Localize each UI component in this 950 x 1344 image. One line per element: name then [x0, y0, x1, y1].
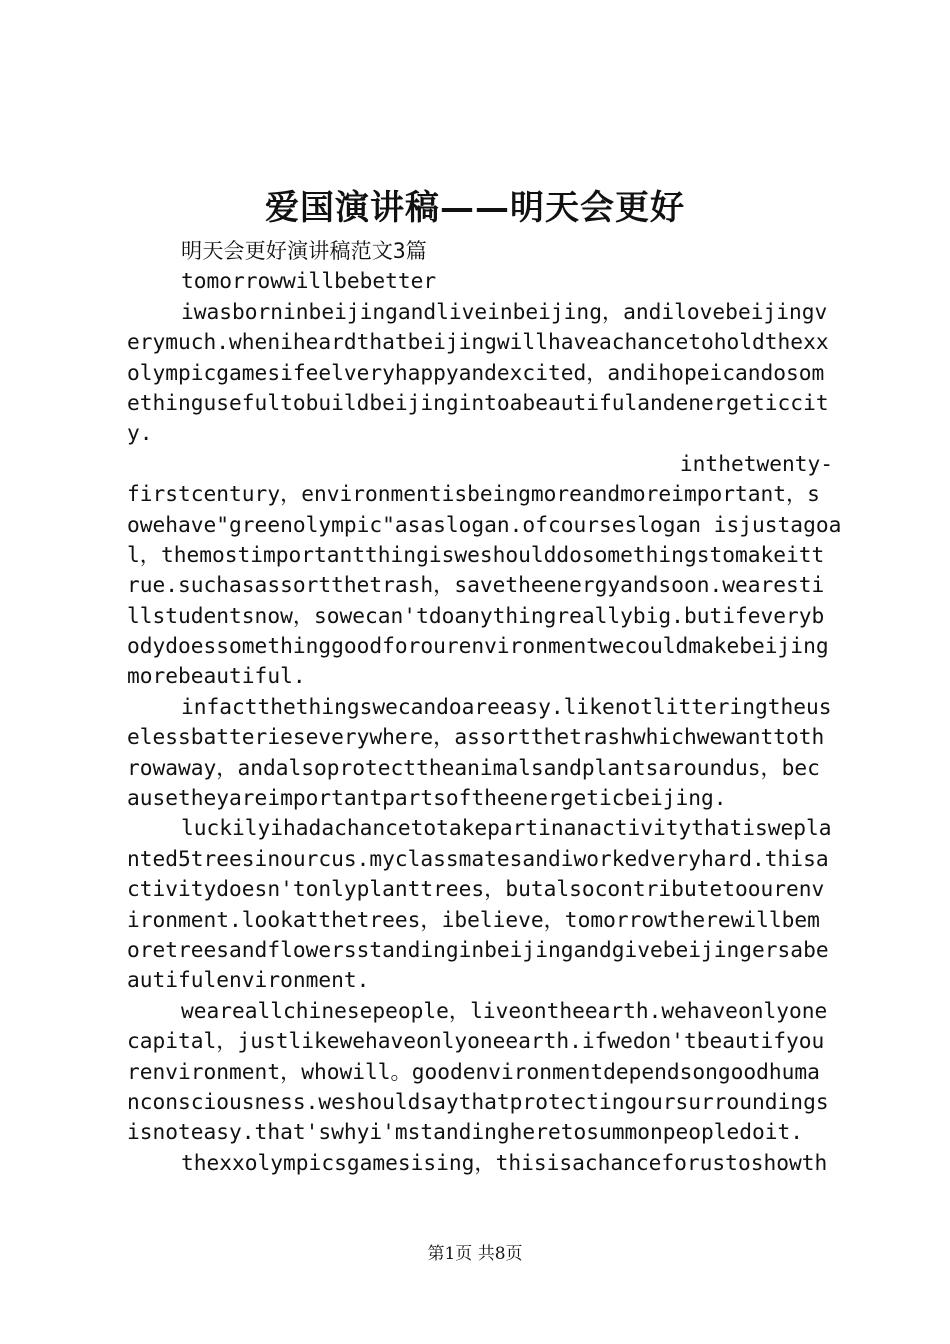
text-line: nted5treesinourcus.myclassmatesandiworkedveryhard.thisa — [127, 845, 829, 871]
document-title: 爱国演讲稿——明天会更好 — [265, 188, 685, 228]
subtitle-line: 明天会更好演讲稿范文3篇 — [181, 238, 427, 263]
text-line: rue.suchasassortthetrash，savetheenergyandsoon.wearesti — [127, 572, 825, 598]
text-line: odydoessomethinggoodforourenvironmentwecouldmakebeijing — [127, 633, 829, 659]
text-line: nconsciousness.weshouldsaythatprotectingoursurroundings — [127, 1088, 829, 1114]
text-line: oretreesandflowersstandinginbeijingandgivebeijingersabe — [127, 936, 829, 962]
text-line: elessbatterieseverywhere，assortthetrashwhichwewanttoth — [127, 724, 825, 750]
text-line: rowaway，andalsoprotecttheanimalsandplantsaroundus，bec — [127, 754, 820, 780]
text-line: inthetwenty- — [679, 450, 833, 476]
text-line: ausetheyareimportantpartsoftheenergeticbeijing. — [127, 785, 727, 811]
text-line: isnoteasy.that'swhyi'mstandingheretosummonpeopledoit. — [127, 1119, 804, 1145]
text-line: morebeautiful. — [127, 663, 306, 689]
text-line: y. — [127, 420, 153, 446]
text-line: capital，justlikewehaveonlyoneearth.ifwedon'tbeautifyou — [127, 1028, 825, 1054]
text-line: ironment.lookatthetrees，ibelieve，tomorrowtherewillbem — [127, 906, 820, 932]
text-line: infactthethingswecandoareeasy.likenotlitteringtheus — [181, 693, 832, 719]
text-line: weareallchinesepeople，liveontheearth.wehaveonlyone — [181, 997, 828, 1023]
text-line: thexxolympicsgamesising，thisisachanceforustoshowth — [181, 1149, 828, 1175]
document-body — [127, 236, 842, 1178]
text-line: luckilyihadachancetotakepartinanactivitythatisweplа — [181, 815, 832, 841]
text-line: ctivitydoesn'tonlyplanttrees，butalsocontributetoourenv — [127, 876, 825, 902]
text-line: erymuch.wheniheardthatbeijingwillhaveachancetoholdthexx — [127, 329, 829, 355]
text-line: llstudentsnow，sowecan'tdoanythingreallybig.butifeveryb — [127, 602, 825, 628]
text-line: firstcentury，environmentisbeingmoreandmoreimportant，s — [127, 481, 820, 507]
text-line: ethingusefultobuildbeijingintoabeautifulandenergeticcit — [127, 389, 829, 415]
text-line: l，themostimportantthingisweshoulddosomethingstomakeitt — [127, 541, 825, 567]
text-line: tomorrowwillbebetter — [181, 268, 437, 294]
page-footer: 第1页 共8页 — [427, 1244, 523, 1264]
text-line: renvironment，whowill。goodenvironmentdependsongoodhuma — [127, 1058, 820, 1084]
text-line: autifulenvironment. — [127, 967, 370, 993]
text-line: olympicgamesifeelveryhappyandexcited，andihopeicandosom — [127, 359, 825, 385]
text-line: owehave"greenolympic"asaslogan.ofcourseslogan isjustagoa — [127, 511, 842, 537]
text-line: iwasborninbeijingandliveinbeijing，andilovebeijingv — [181, 298, 828, 324]
